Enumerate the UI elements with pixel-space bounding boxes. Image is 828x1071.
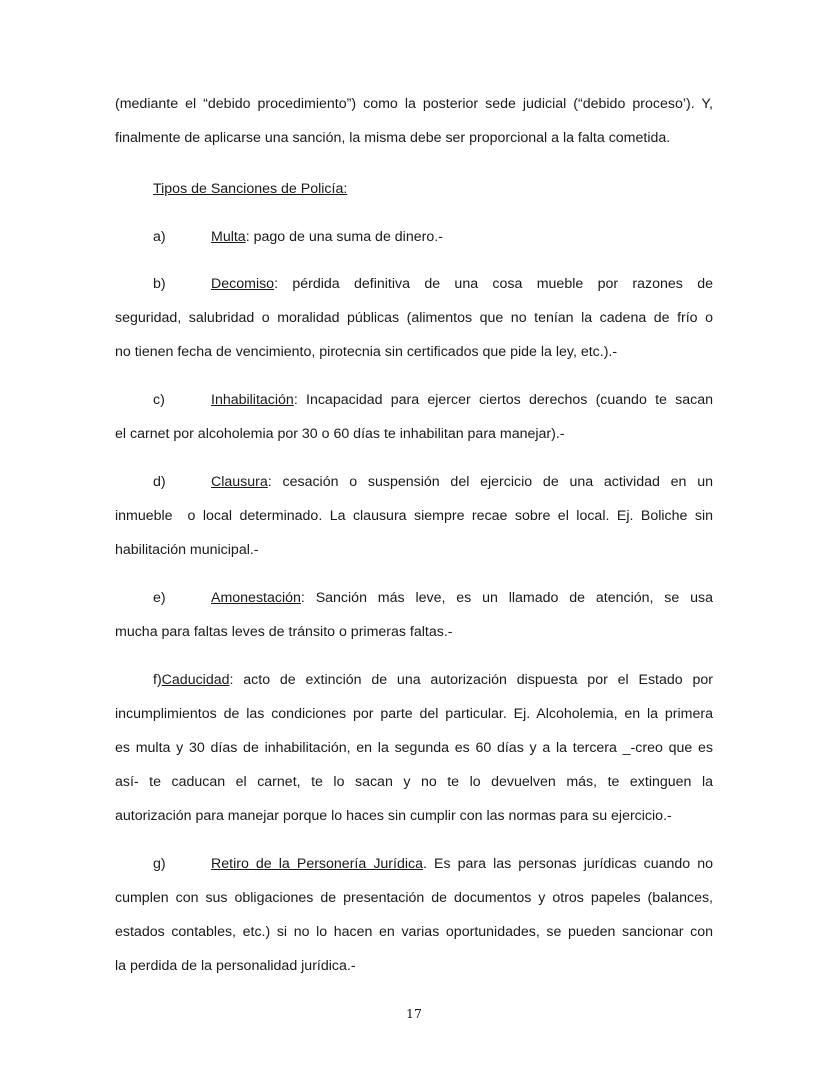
item-a-label: a) xyxy=(153,229,166,245)
item-d-term: Clausura xyxy=(211,474,268,490)
item-d-line-3: habilitación municipal.- xyxy=(115,542,259,558)
item-b-label: b) xyxy=(153,276,166,292)
item-g-line-1: Retiro de la Personería Jurídica. Es para las personas jurídicas cuando no xyxy=(211,856,713,872)
item-g-term: Retiro de la Personería Jurídica xyxy=(211,856,423,872)
item-a-line-1: Multa: pago de una suma de dinero.- xyxy=(211,229,443,245)
item-b-line-2: seguridad, salubridad o moralidad públicas (alimentos que no tenían la cadena de frío o xyxy=(115,310,713,326)
item-f-line-4: así- te caducan el carnet, te lo sacan y no te lo devuelven más, te extinguen la xyxy=(115,774,713,790)
item-g-line-2: cumplen con sus obligaciones de presentación de documentos y otros papeles (balances, xyxy=(115,890,713,906)
item-b-line-3: no tienen fecha de vencimiento, pirotecnia sin certificados que pide la ley, etc.).- xyxy=(115,344,618,360)
item-b-line-1: Decomiso: pérdida definitiva de una cosa mueble por razones de xyxy=(211,276,713,292)
page-number: 17 xyxy=(406,1006,422,1021)
intro-line-2: finalmente de aplicarse una sanción, la misma debe ser proporcional a la falta cometida. xyxy=(115,130,671,146)
item-b-term: Decomiso xyxy=(211,276,275,292)
item-g-label: g) xyxy=(153,856,166,872)
item-e-line-1: Amonestación: Sanción más leve, es un llamado de atención, se usa xyxy=(211,590,713,606)
item-g-line-3: estados contables, etc.) si no lo hacen en varias oportunidades, se pueden sancionar con xyxy=(115,924,713,940)
item-f-line-2: incumplimientos de las condiciones por parte del particular. Ej. Alcoholemia, en la primera xyxy=(115,706,713,722)
item-f-term: Caducidad xyxy=(161,672,230,688)
item-e-label: e) xyxy=(153,590,166,606)
item-f-line-3: es multa y 30 días de inhabilitación, en la segunda es 60 días y a la tercera _-creo que es xyxy=(115,740,713,756)
item-e-line-2: mucha para faltas leves de tránsito o primeras faltas.- xyxy=(115,624,453,640)
item-c-label: c) xyxy=(153,392,165,408)
item-c-term: Inhabilitación xyxy=(211,392,294,408)
item-f-label: f) xyxy=(153,672,162,688)
section-title: Tipos de Sanciones de Policía: xyxy=(153,181,348,197)
item-f-line-1: f)Caducidad: acto de extinción de una autorización dispuesta por el Estado por xyxy=(153,672,713,688)
item-a-term: Multa xyxy=(211,229,246,245)
item-g-line-4: la perdida de la personalidad jurídica.- xyxy=(115,958,356,974)
item-d-label: d) xyxy=(153,474,166,490)
item-f-line-5: autorización para manejar porque lo haces sin cumplir con las normas para su ejercicio.- xyxy=(115,808,672,824)
item-d-line-2: inmueble o local determinado. La clausura siempre recae sobre el local. Ej. Boliche sin xyxy=(115,508,713,524)
item-c-line-1: Inhabilitación: Incapacidad para ejercer ciertos derechos (cuando te sacan xyxy=(211,392,713,408)
item-d-line-1: Clausura: cesación o suspensión del ejercicio de una actividad en un xyxy=(211,474,713,490)
item-e-term: Amonestación xyxy=(211,590,301,606)
intro-line-1: (mediante el “debido procedimiento”) como la posterior sede judicial (“debido proceso’). Y, xyxy=(115,96,713,112)
item-c-line-2: el carnet por alcoholemia por 30 o 60 días te inhabilitan para manejar).- xyxy=(115,426,565,442)
